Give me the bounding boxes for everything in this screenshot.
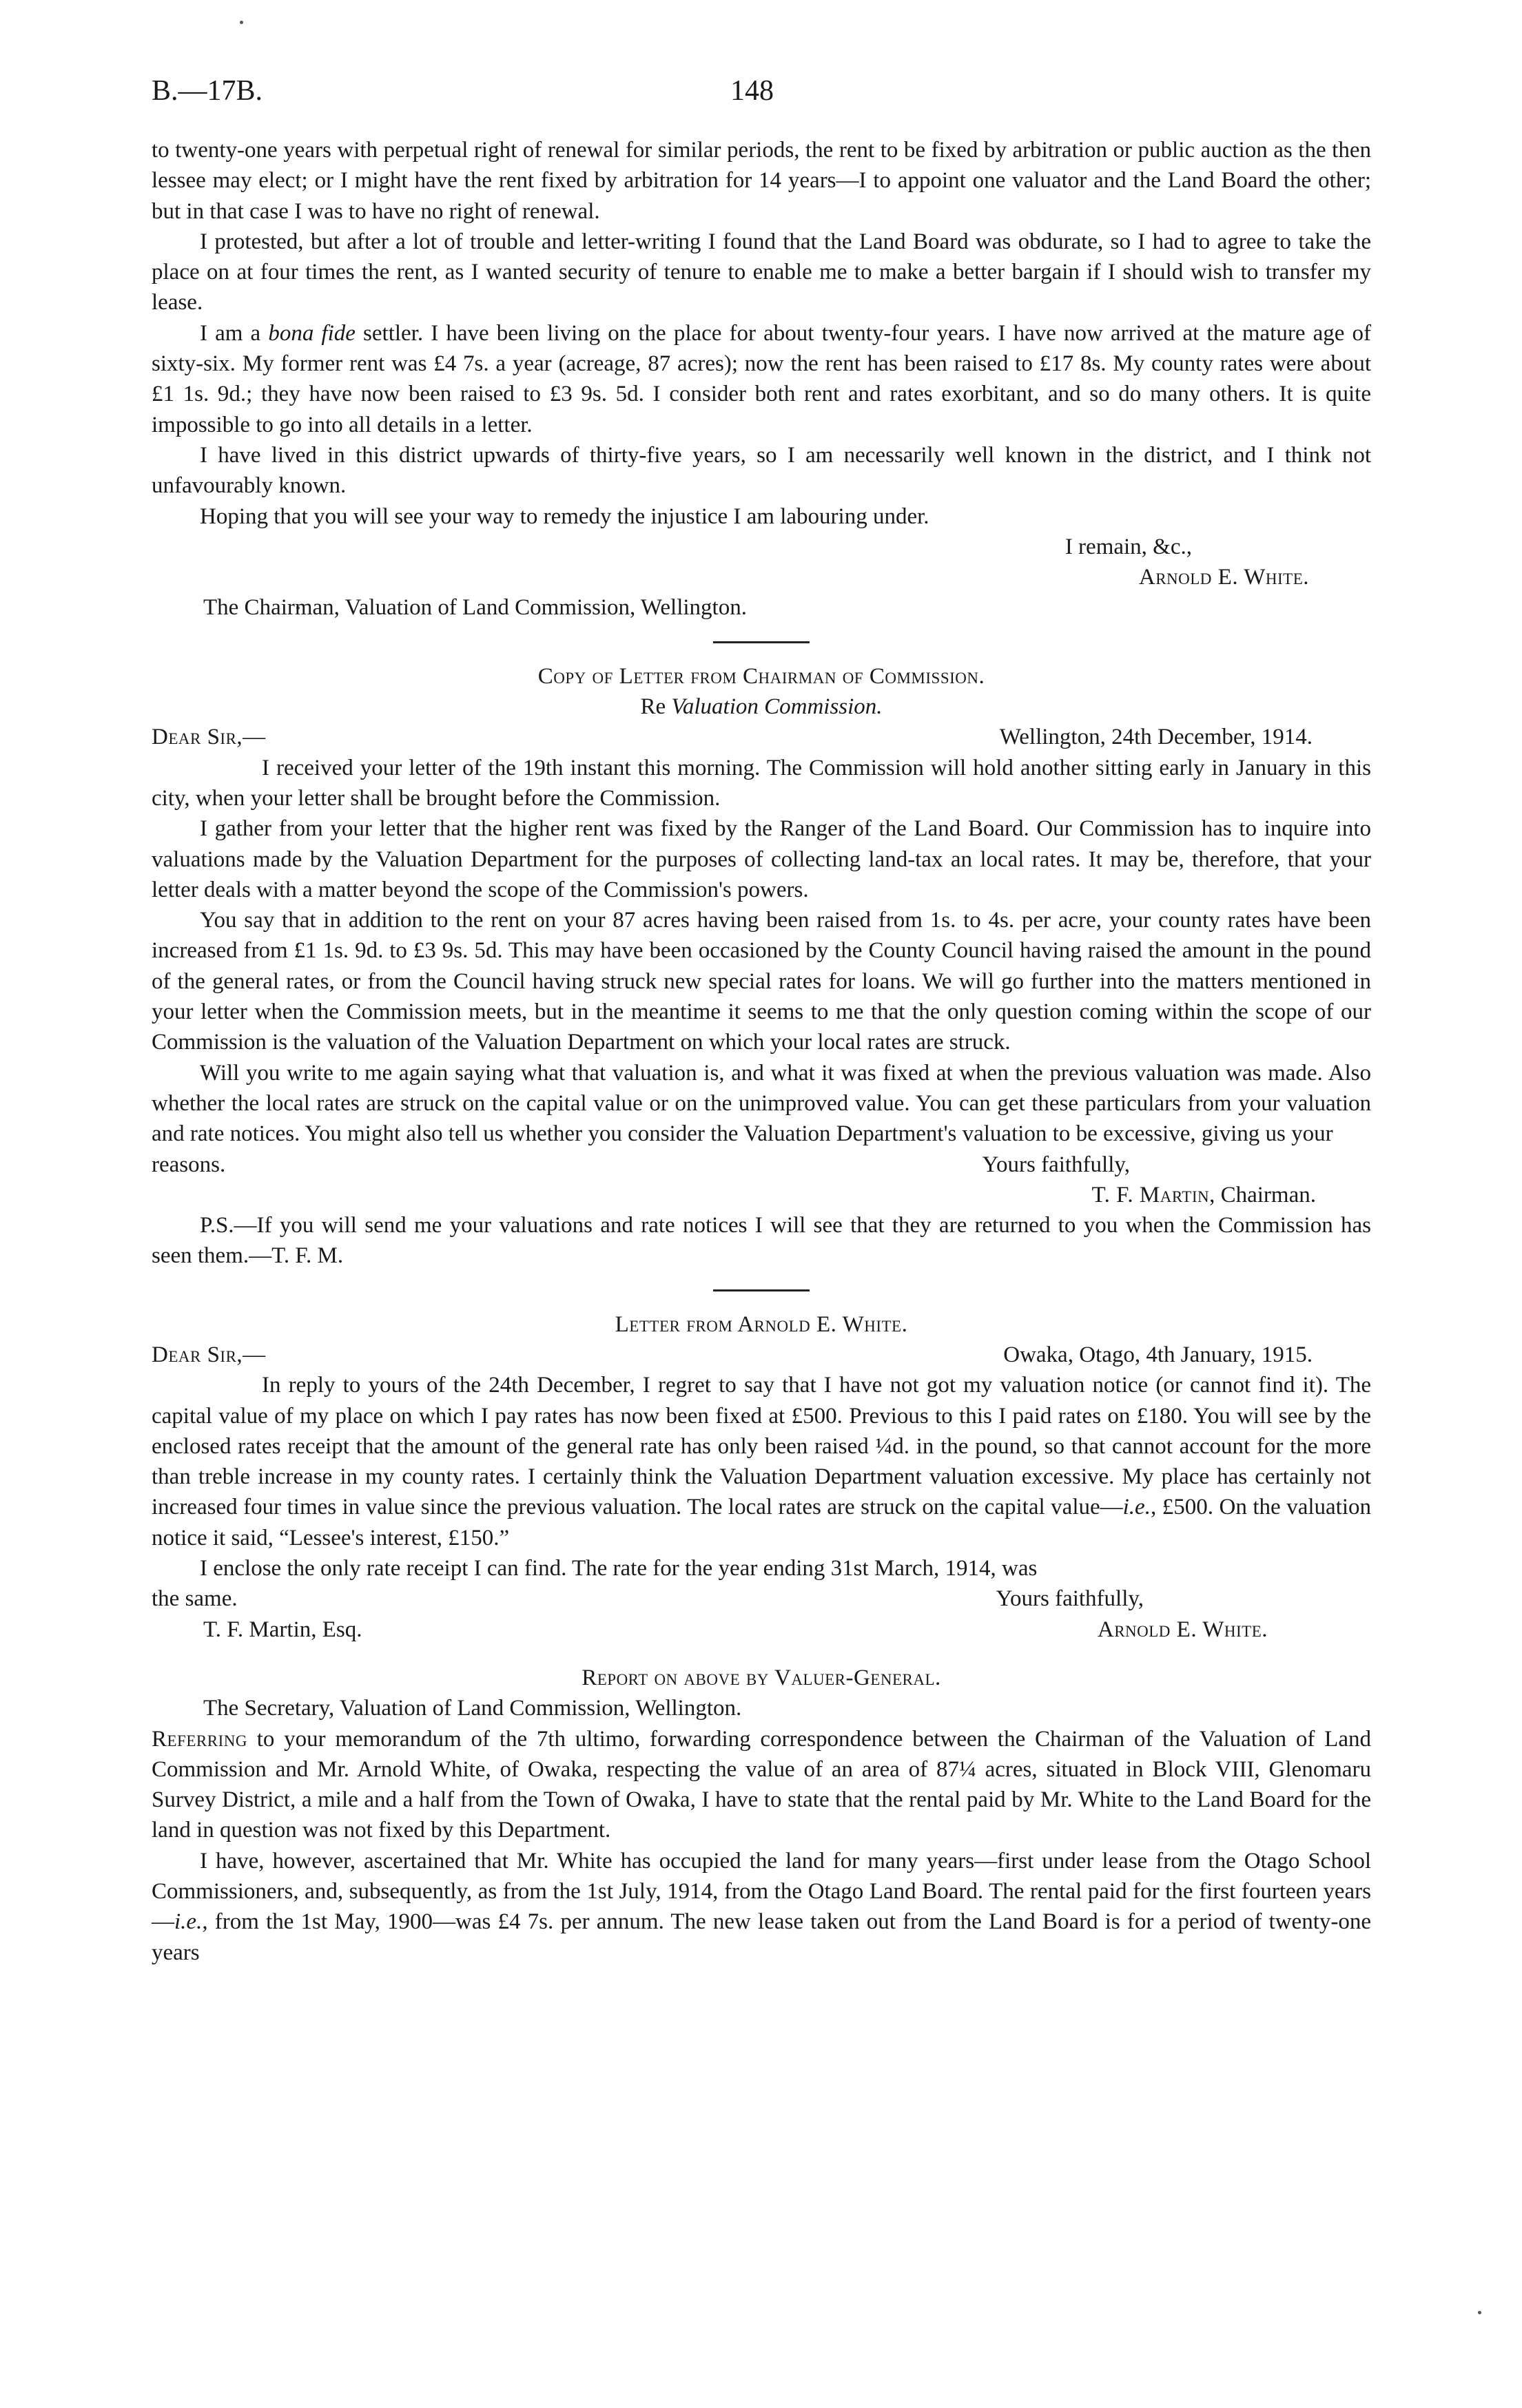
report-addressee: The Secretary, Valuation of Land Commission, Wellington. [203,1696,742,1721]
letter3-closing: Yours faithfully, [996,1586,1144,1612]
letter3-paragraph-end: the same. [152,1586,238,1612]
section-divider [713,641,810,643]
section-divider [713,1289,810,1291]
section-heading: Report on above by Valuer-General. [582,1665,941,1690]
letter1-paragraph: to twenty-one years with perpetual right of renewal for similar periods, the rent to be fixed by arbitration or public auction as the then lessee may elect; or I might have the rent fixed by arbitration for 14 years—I to appoint one valuator and the Land Board the other; but in that case I was to have no right of renewal. [152,138,1371,224]
letter1-paragraph: I have lived in this district upwards of thirty-five years, so I am necessarily well known in the district, and I think not unfavourably known. [152,442,1371,499]
letter1-paragraph: I am a bona fide settler. I have been living on the place for about twenty-four years. I have now arrived at the mature age of sixty-six. My former rent was £4 7s. a year (acreage, 87 acres); now the rent has been raised to £17 8s. My county rates were about £1 1s. 9d.; they have now been raised to £3 9s. 5d. I consider both rent and rates exorbitant, and so do many others. It is quite impossible to go into all details in a letter. [152,320,1371,437]
letter3-closing-row [152,1584,1371,1614]
letter2-header-row [152,722,1371,752]
letter2-paragraph-end: reasons. [152,1152,226,1177]
page-header [152,74,1357,116]
letter3-salutation: Dear Sir,— [152,1342,266,1367]
letter2-closing-row [152,1150,1371,1180]
letter3-signature: Arnold E. White. [1097,1617,1268,1642]
report-paragraph: Referring to your memorandum of the 7th ultimo, forwarding correspondence between the Chairman of the Valuation of Land Commission and Mr. Arnold White, of Owaka, respecting the value of an area of 87¼ acres, situated in Block VIII, Glenomaru Survey District, a mile and a half from the Town of Owaka, I have to state that the rental paid by Mr. White to the Land Board for the land in question was not fixed by this Department. [152,1726,1371,1843]
letter1-paragraph: I protested, but after a lot of trouble and letter-writing I found that the Land Board was obdurate, so I had to agree to take the place on at four times the rent, as I wanted security of tenure to enable me to make a better bargain if I should wish to transfer my lease. [152,229,1371,315]
letter1-addressee: The Chairman, Valuation of Land Commission, Wellington. [203,595,747,621]
letter2-signature: T. F. Martin, Chairman. [1091,1182,1316,1207]
letter1-paragraph: Hoping that you will see your way to remedy the injustice I am labouring under. [200,504,929,529]
letter3-header-row [152,1340,1371,1370]
letter1-signature: Arnold E. White. [1138,565,1309,590]
letter2-salutation: Dear Sir,— [152,725,266,750]
document-reference: B.—17B. [152,75,263,107]
letter2-paragraph: Will you write to me again saying what that valuation is, and what it was fixed at when the previous valuation was made. Also whether the local rates are struck on the capital value or on the unimproved value. You can get these particulars from your valuation and rate notices. You might also tell us whether you consider the Valuation Department's valuation to be excessive, giving us your [152,1060,1371,1147]
report-paragraph: I have, however, ascertained that Mr. White has occupied the land for many years—first under lease from the Otago School Commissioners, and, subsequently, as from the 1st July, 1914, from the Otago Land Board. The rental paid for the first fourteen years—i.e., from the 1st May, 1900—was £4 7s. per annum. The new lease taken out from the Land Board is for a period of twenty-one years [152,1848,1371,1965]
letter3-place-date: Owaka, Otago, 4th January, 1915. [1003,1342,1313,1367]
section-heading: Copy of Letter from Chairman of Commission. [537,663,985,689]
section-heading: Letter from Arnold E. White. [615,1311,908,1337]
letter2-place-date: Wellington, 24th December, 1914. [999,725,1313,750]
scan-speck [240,21,243,24]
page-body [152,135,1371,1968]
letter2-subject: Re Valuation Commission. [640,694,883,720]
letter2-paragraph: You say that in addition to the rent on your 87 acres having been raised from 1s. to 4s. per acre, your county rates have been increased from £1 1s. 9d. to £3 9s. 5d. This may have been occasioned by the County Council having raised the amount in the pound of the general rates, or from the Council having struck new special rates for loans. We will go further into the matters mentioned in your letter when the Commission meets, but in the meantime it seems to me that the only question coming within the scope of our Commission is the valuation of the Valuation Department on which your local rates are struck. [152,908,1371,1055]
letter3-paragraph: In reply to yours of the 24th December, I regret to say that I have not got my valuation notice (or cannot find it). The capital value of my place on which I pay rates has now been fixed at £500. Previous to this I paid rates on £180. You will see by the enclosed rates receipt that the amount of the general rate has only been raised ¼d. in the pound, so that cannot account for the more than treble increase in my county rates. I certainly think the Valuation Department valuation excessive. My place has certainly not increased four times in value since the previous valuation. The local rates are struck on the capital value—i.e., £500. On the valuation notice it said, “Lessee's interest, £150.” [152,1373,1371,1550]
letter2-paragraph: I received your letter of the 19th instant this morning. The Commission will hold another sitting early in January in this city, when your letter shall be brought before the Commission. [152,755,1371,811]
page-number: 148 [730,75,774,107]
letter2-closing: Yours faithfully, [982,1152,1130,1177]
letter1-closing: I remain, &c., [1065,534,1192,559]
letter3-paragraph: I enclose the only rate receipt I can find. The rate for the year ending 31st March, 1914, was [200,1556,1038,1581]
letter3-addressee: T. F. Martin, Esq. [203,1617,362,1642]
letter2-paragraph: I gather from your letter that the higher rent was fixed by the Ranger of the Land Board. Our Commission has to inquire into valuations made by the Valuation Department for the purposes of collecting land-tax an local rates. It may be, therefore, that your letter deals with a matter beyond the scope of the Commission's powers. [152,816,1371,902]
scan-speck [1478,2311,1481,2314]
letter3-signature-row [152,1615,1371,1645]
letter2-postscript: P.S.—If you will send me your valuations and rate notices I will see that they are returned to you when the Commission has seen them.—T. F. M. [152,1213,1371,1269]
